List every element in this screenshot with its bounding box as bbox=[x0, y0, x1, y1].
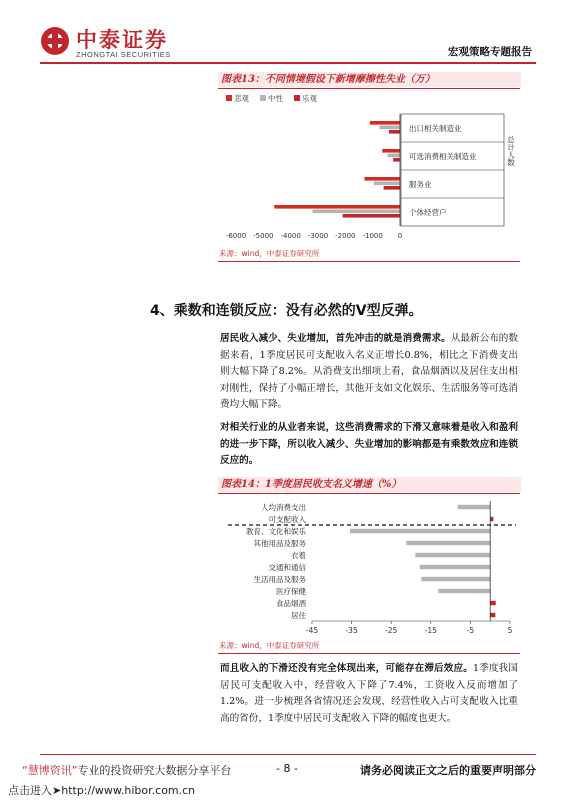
legend-swatch bbox=[260, 95, 266, 101]
x-tick-label: -25 bbox=[385, 626, 398, 635]
footer-link[interactable] bbox=[8, 782, 195, 798]
bar bbox=[350, 529, 490, 533]
bar bbox=[458, 505, 490, 509]
paragraph-lag-effect bbox=[220, 661, 518, 727]
figure13-title-rule bbox=[218, 88, 520, 89]
bar bbox=[490, 601, 496, 605]
category-label: 服务业 bbox=[409, 180, 432, 189]
bar bbox=[393, 158, 400, 162]
page-number: - 8 - bbox=[276, 762, 298, 775]
legend-label: 乐观 bbox=[302, 94, 317, 103]
x-tick-label: -5000 bbox=[253, 232, 274, 240]
paragraph-lead: 居民收入减少、失业增加，首先冲击的就是消费需求。 bbox=[220, 333, 451, 344]
x-tick-label: -6000 bbox=[225, 232, 247, 240]
category-label: 出口相关制造业 bbox=[409, 124, 462, 133]
x-tick-label: -5 bbox=[466, 626, 475, 635]
logo-name-en: ZHONGTAI SECURITIES bbox=[76, 50, 171, 59]
footer-brand-name: “慧博资讯” bbox=[22, 764, 78, 777]
category-label: 食品烟酒 bbox=[276, 599, 306, 608]
category-label: 居住 bbox=[291, 611, 306, 620]
x-tick-label: -3000 bbox=[307, 232, 329, 240]
bar bbox=[421, 577, 490, 581]
legend-swatch bbox=[294, 95, 300, 101]
category-label: 医疗保健 bbox=[276, 587, 306, 596]
category-label: 交通和通信 bbox=[268, 563, 306, 572]
bar bbox=[490, 613, 495, 617]
bar bbox=[420, 565, 490, 569]
bar bbox=[384, 186, 400, 190]
bar bbox=[438, 589, 490, 593]
header-divider bbox=[40, 62, 536, 64]
bar bbox=[490, 517, 493, 521]
footer-link-url[interactable]: http://www.hibor.com.cn bbox=[61, 784, 196, 797]
paragraph-multiplier: 对相关行业的从业者来说，这些消费需求的下滑又意味着是收入和盈利的进一步下降，所以收入减少、失业增加的影响都是有乘数效应和连锁反应的。 bbox=[220, 422, 518, 467]
bar bbox=[382, 149, 400, 153]
figure13-source-rule bbox=[218, 261, 520, 262]
legend-label: 悲观 bbox=[234, 94, 249, 103]
side-label: 总计人数 bbox=[506, 136, 516, 166]
bar bbox=[274, 205, 400, 209]
category-label: 生活用品及服务 bbox=[253, 575, 306, 584]
x-tick-label: -15 bbox=[424, 626, 437, 635]
logo-emblem-icon bbox=[40, 26, 70, 56]
category-label: 个体经营户 bbox=[409, 208, 447, 217]
figure14-title-rule bbox=[218, 493, 520, 494]
x-tick-label: -35 bbox=[345, 626, 358, 635]
bar bbox=[406, 541, 490, 545]
company-logo bbox=[40, 24, 190, 64]
x-tick-label: 0 bbox=[397, 232, 403, 240]
category-label: 衣着 bbox=[291, 551, 306, 560]
figure14-chart bbox=[218, 496, 520, 639]
category-label: 教育、文化和娱乐 bbox=[246, 527, 306, 536]
bar bbox=[370, 121, 400, 125]
footer-divider bbox=[40, 754, 536, 755]
figure14-source-rule bbox=[218, 653, 520, 654]
paragraph-lead: 而且收入的下滑还没有完全体现出来，可能存在滞后效应。 bbox=[220, 663, 473, 674]
figure14-title: 图表14：1季度居民收支名义增速（%） bbox=[218, 477, 521, 492]
x-tick-label: 5 bbox=[507, 626, 513, 635]
legend-swatch bbox=[226, 95, 232, 101]
figure14-source: 来源：wind，中泰证券研究所 bbox=[219, 641, 320, 650]
paragraph-consumption bbox=[220, 331, 518, 414]
report-type: 宏观策略专题报告 bbox=[448, 46, 532, 58]
footer-brand bbox=[22, 762, 231, 778]
bar bbox=[364, 177, 400, 181]
x-tick-label: -1000 bbox=[362, 232, 383, 240]
x-tick-label: -4000 bbox=[280, 232, 301, 240]
category-label: 可支配收入 bbox=[268, 515, 306, 524]
bar bbox=[415, 553, 490, 557]
footer-link-arrow-icon: ➤ bbox=[52, 784, 62, 797]
figure13-title: 图表13：不同情境假设下新增摩擦性失业（万） bbox=[218, 72, 521, 87]
bar bbox=[374, 182, 400, 186]
logo-name-cn: 中泰证券 bbox=[76, 28, 168, 52]
x-tick-label: -2000 bbox=[335, 232, 356, 240]
section-title: 4、乘数和连锁反应：没有必然的V型反弹。 bbox=[150, 303, 423, 319]
figure13-chart bbox=[218, 90, 520, 248]
footer-link-label: 点击进入 bbox=[8, 784, 52, 797]
legend-label: 中性 bbox=[268, 94, 283, 103]
bar bbox=[380, 126, 401, 130]
category-label: 人均消费支出 bbox=[261, 503, 306, 512]
footer-disclaimer: 请务必阅读正文之后的重要声明部分 bbox=[360, 764, 536, 777]
bar bbox=[388, 154, 400, 158]
figure13-source: 来源：wind，中泰证券研究所 bbox=[219, 249, 320, 258]
x-tick-label: -45 bbox=[305, 626, 319, 635]
category-label: 可选消费相关制造业 bbox=[409, 152, 477, 161]
bar bbox=[389, 130, 400, 134]
category-label: 其他用品及服务 bbox=[253, 539, 306, 548]
bar bbox=[343, 214, 400, 218]
paragraph-body: 1季度我国居民可支配收入中，经营收入下降了7.4%，工资收入反而增加了1.2%。进一步梳理各省情况还会发现，经营性收入占可支配收入比重高的省份，1季度中居民可支配收入下降的幅度也更大。 bbox=[220, 663, 519, 724]
paragraph-body: 从最新公布的数据来看，1季度居民可支配收入名义正增长0.8%，相比之下消费支出则大幅下降了8.2%。从消费支出细项上看，食品烟酒以及居住支出相对刚性，保持了小幅正增长，其他开支如文化娱乐、生活服务等可选消费均大幅下降。 bbox=[220, 333, 519, 411]
bar bbox=[313, 210, 400, 214]
footer-slogan: 专业的投资研究大数据分享平台 bbox=[77, 764, 232, 777]
